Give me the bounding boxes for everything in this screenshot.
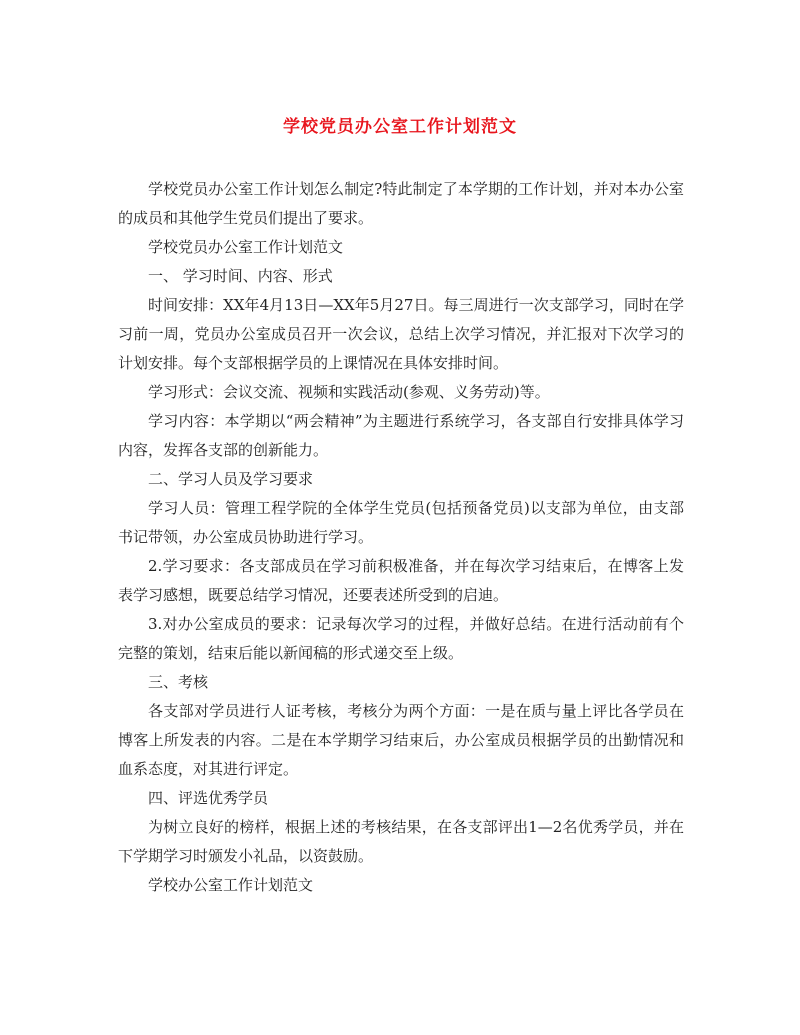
- paragraph-selection: 为树立良好的榜样，根据上述的考核结果，在各支部评出1—2名优秀学员，并在下学期学习时颁发小礼品，以资鼓励。: [118, 818, 684, 865]
- paragraph-next-title: 学校办公室工作计划范文: [148, 876, 314, 894]
- paragraph-content: 学习内容：本学期以“两会精神”为主题进行系统学习，各支部自行安排具体学习内容，发挥各支部的创新能力。: [118, 412, 684, 459]
- paragraph-office-requirements: 3.对办公室成员的要求：记录每次学习的过程，并做好总结。在进行活动前有个完整的策划，结束后能以新闻稿的形式递交至上级。: [118, 615, 684, 662]
- paragraph-intro: 学校党员办公室工作计划怎么制定?特此制定了本学期的工作计划，并对本办公室的成员和其他学生党员们提出了要求。: [118, 180, 684, 227]
- paragraph-subtitle: 学校党员办公室工作计划范文: [148, 238, 344, 256]
- paragraph-assessment: 各支部对学员进行人证考核，考核分为两个方面：一是在质与量上评比各学员在博客上所发表的内容。二是在本学期学习结束后，办公室成员根据学员的出勤情况和血系态度，对其进行评定。: [118, 702, 684, 778]
- section-heading-3: 三、考核: [148, 673, 209, 691]
- section-heading-4: 四、评选优秀学员: [148, 789, 269, 807]
- document-title: 学校党员办公室工作计划范文: [283, 117, 517, 137]
- section-heading-1: 一、 学习时间、内容、形式: [148, 267, 333, 285]
- paragraph-requirements: 2.学习要求：各支部成员在学习前积极准备，并在每次学习结束后，在博客上发表学习感想，既要总结学习情况，还要表述所受到的启迪。: [118, 557, 684, 604]
- paragraph-format: 学习形式：会议交流、视频和实践活动(参观、义务劳动)等。: [148, 383, 550, 401]
- paragraph-schedule: 时间安排：XX年4月13日—XX年5月27日。每三周进行一次支部学习，同时在学习前一周，党员办公室成员召开一次会议，总结上次学习情况，并汇报对下次学习的计划安排。每个支部根据学员的上课情况在具体安排时间。: [118, 296, 684, 372]
- section-heading-2: 二、学习人员及学习要求: [148, 470, 314, 488]
- paragraph-participants: 学习人员：管理工程学院的全体学生党员(包括预备党员)以支部为单位，由支部书记带领，办公室成员协助进行学习。: [118, 499, 684, 546]
- document-body: [118, 175, 684, 900]
